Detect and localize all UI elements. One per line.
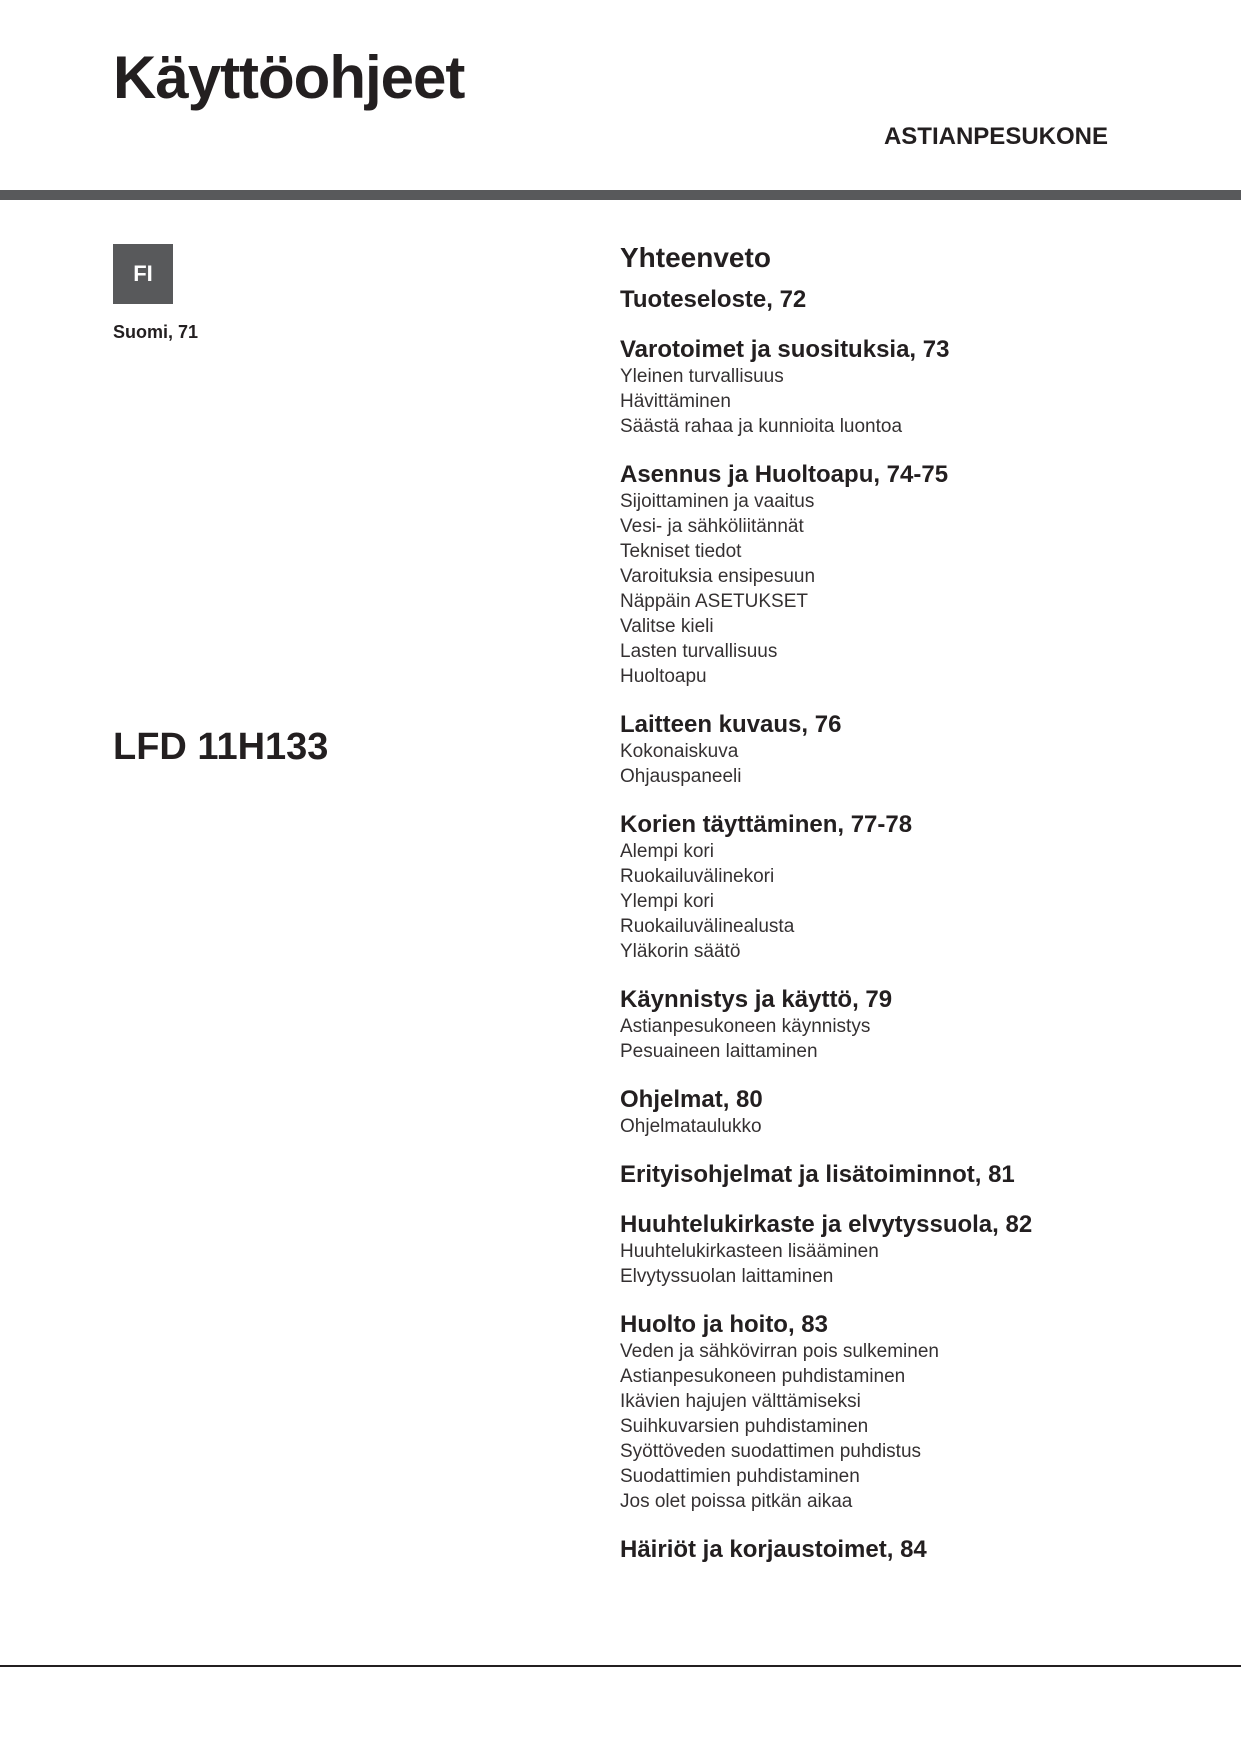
toc-subitem: Ylempi kori: [620, 891, 714, 912]
toc-section-title: Erityisohjelmat ja lisätoiminnot, 81: [620, 1161, 1015, 1188]
table-of-contents: [620, 240, 1180, 1586]
toc-subitem: Yleinen turvallisuus: [620, 366, 784, 387]
toc-subitem: Ruokailuvälinealusta: [620, 916, 795, 937]
toc-subitem: Suihkuvarsien puhdistaminen: [620, 1416, 869, 1437]
toc-subitem: Lasten turvallisuus: [620, 641, 778, 662]
toc-section-title: Häiriöt ja korjaustoimet, 84: [620, 1536, 927, 1563]
toc-section-title: Korien täyttäminen, 77-78: [620, 811, 913, 838]
product-category: ASTIANPESUKONE: [883, 123, 1108, 150]
toc-section: [620, 711, 1180, 789]
toc-subitem: Kokonaiskuva: [620, 741, 739, 762]
toc-subitem: Hävittäminen: [620, 391, 731, 412]
toc-subitem: Valitse kieli: [620, 616, 714, 637]
toc-subitem: Ruokailuvälinekori: [620, 866, 775, 887]
toc-section: [620, 1161, 1180, 1189]
toc-section: [620, 336, 1180, 439]
header-divider: [0, 190, 1241, 200]
toc-subitem: Astianpesukoneen käynnistys: [620, 1016, 871, 1037]
toc-subitem: Sijoittaminen ja vaaitus: [620, 491, 815, 512]
toc-subitem: Jos olet poissa pitkän aikaa: [620, 1491, 853, 1512]
toc-subitem: Astianpesukoneen puhdistaminen: [620, 1366, 906, 1387]
toc-section: [620, 1311, 1180, 1514]
toc-subitem: Pesuaineen laittaminen: [620, 1041, 818, 1062]
toc-section: [620, 811, 1180, 964]
toc-subitem: Näppäin ASETUKSET: [620, 591, 808, 612]
toc-section-title: Varotoimet ja suosituksia, 73: [620, 336, 950, 363]
toc-subitem: Ikävien hajujen välttämiseksi: [620, 1391, 861, 1412]
model-number: LFD 11H133: [113, 726, 329, 768]
toc-section-title: Huuhtelukirkaste ja elvytyssuola, 82: [620, 1211, 1033, 1238]
toc-subitem: Vesi- ja sähköliitännät: [620, 516, 804, 537]
toc-sections: [620, 286, 1180, 1564]
toc-subitem: Tekniset tiedot: [620, 541, 742, 562]
toc-subitem: Varoituksia ensipesuun: [620, 566, 816, 587]
toc-section: [620, 1086, 1180, 1139]
toc-subitem: Suodattimien puhdistaminen: [620, 1466, 860, 1487]
toc-heading: Yhteenveto: [620, 242, 771, 273]
toc-section-title: Ohjelmat, 80: [620, 1086, 763, 1113]
toc-section-title: Asennus ja Huoltoapu, 74-75: [620, 461, 949, 488]
toc-section: [620, 286, 1180, 314]
toc-subitem: Huoltoapu: [620, 666, 707, 687]
toc-section-title: Käynnistys ja käyttö, 79: [620, 986, 893, 1013]
toc-subitem: Veden ja sähkövirran pois sulkeminen: [620, 1341, 939, 1362]
toc-section-title: Tuoteseloste, 72: [620, 286, 807, 313]
toc-subitem: Huuhtelukirkasteen lisääminen: [620, 1241, 879, 1262]
toc-section-title: Huolto ja hoito, 83: [620, 1311, 828, 1338]
toc-section: [620, 1211, 1180, 1289]
language-page-reference: Suomi, 71: [113, 322, 199, 342]
toc-subitem: Syöttöveden suodattimen puhdistus: [620, 1441, 922, 1462]
toc-subitem: Elvytyssuolan laittaminen: [620, 1266, 834, 1287]
toc-subitem: Yläkorin säätö: [620, 941, 741, 962]
toc-section-title: Laitteen kuvaus, 76: [620, 711, 842, 738]
toc-section: [620, 1536, 1180, 1564]
document-title: Käyttöohjeet: [113, 44, 465, 111]
toc-subitem: Säästä rahaa ja kunnioita luontoa: [620, 416, 903, 437]
toc-subitem: Ohjauspaneeli: [620, 766, 742, 787]
footer-divider: [0, 1665, 1241, 1667]
toc-subitem: Alempi kori: [620, 841, 714, 862]
toc-section: [620, 986, 1180, 1064]
toc-subitem: Ohjelmataulukko: [620, 1116, 762, 1137]
toc-section: [620, 461, 1180, 689]
language-badge: FI: [113, 244, 173, 304]
